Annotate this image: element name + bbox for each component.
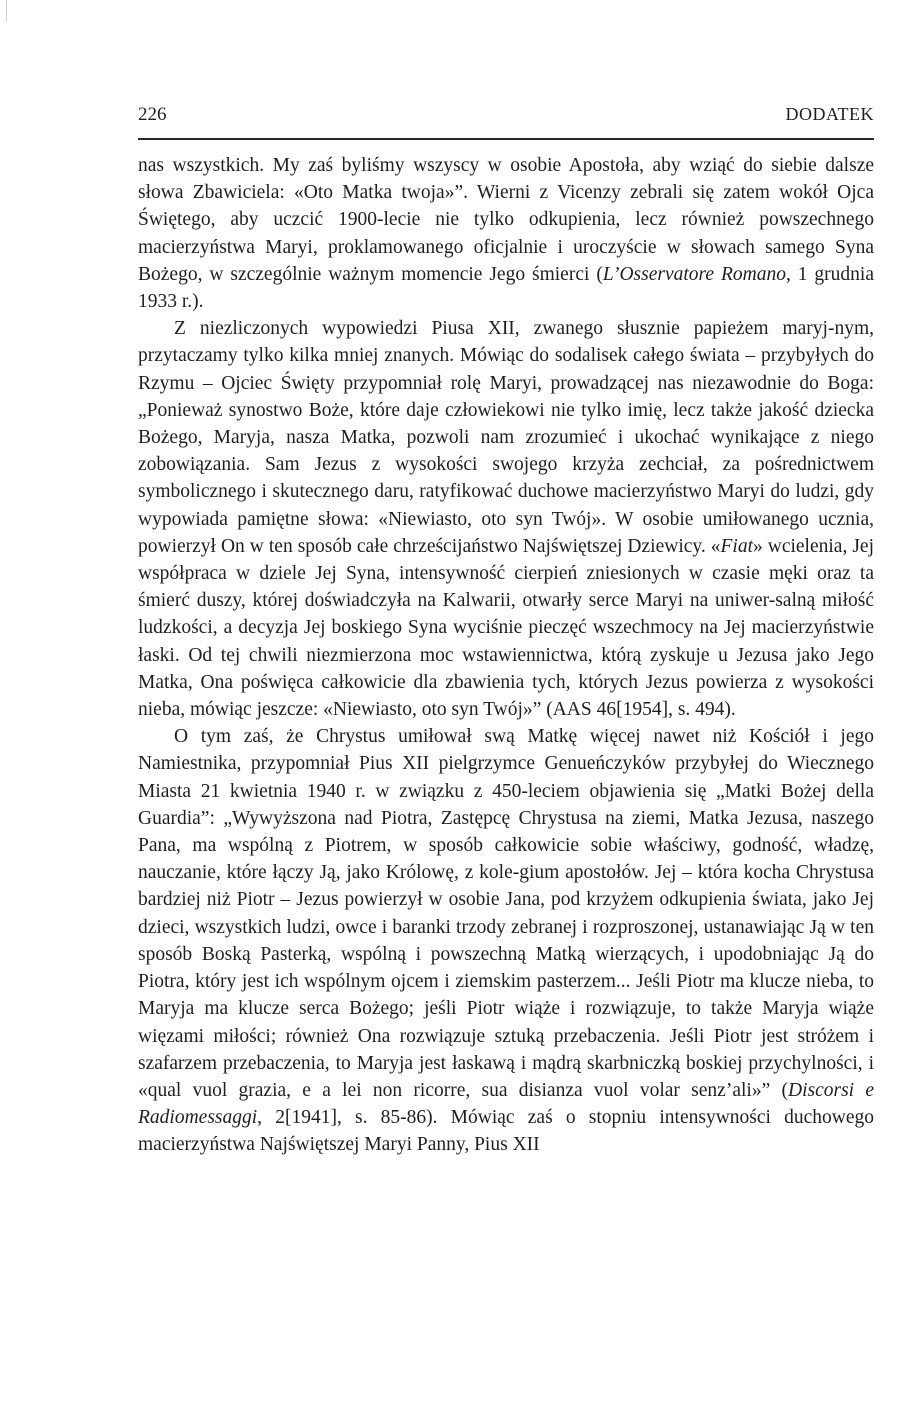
italic-run: Fiat [720,535,753,557]
running-title: DODATEK [785,104,874,124]
body-text [138,152,874,1159]
paragraph-2 [138,315,874,723]
text-run: nas wszystkich. My zaś byliśmy wszyscy w osobie Apostoła, aby wziąć do siebie dalsze słowa Zbawiciela: «Oto Matka twoja»”. Wierni z Vicenzy zebrali się zatem wokół Ojca Świętego, aby uczcić 1900-lecie nie tylko odkupienia, lecz również powszechnego macierzyństwa Maryi, proklamowanego oficjalnie i uroczyście w słowach samego Syna Bożego, w szczególnie ważnym momencie Jego śmierci ( [138,155,874,285]
italic-run: L’Osservatore Romano [602,263,786,285]
page-number: 226 [138,104,167,125]
paragraph-3 [138,723,874,1158]
header-rule [138,138,874,140]
text-run: , 1 grudnia 1933 r.). [138,263,874,313]
text-run: Z niezliczonych wypowiedzi Piusa XII, zwanego słusznie papieżem maryj-nym, przytaczamy tylko kilka mniej znanych. Mówiąc do sodalisek całego świata – przybyłych do Rzymu – Ojciec Święty przypomniał rolę Maryi, prowadzącej nas niezawodnie do Boga: „Ponieważ synostwo Boże, które daje człowiekowi nie tylko imię, lecz także jakość dziecka Bożego, Maryja, nasza Matka, pozwoli nam zrozumieć i ukochać wynikające z niego zobowiązania. Sam Jezus z wysokości swojego krzyża zechciał, za pośrednictwem symbolicznego i skutecznego daru, ratyfikować duchowe macierzyństwo Maryi do ludzi, gdy wypowiada pamiętne słowa: «Niewiasto, oto syn Twój». W osobie umiłowanego ucznia, powierzył On w ten sposób całe chrześcijaństwo Najświętszej Dziewicy. « [138,318,874,557]
italic-run: Discorsi e Radiomessaggi [138,1079,874,1129]
paragraph-1 [138,152,874,315]
text-run: , 2[1941], s. 85-86). Mówiąc zaś o stopniu intensywności duchowego macierzyństwa Najświętszej Maryi Panny, Pius XII [138,1107,874,1156]
text-run: » wcielenia, Jej współpraca w dziele Jej Syna, intensywność cierpień zniesionych w czasie męki oraz ta śmierć duszy, której doświadczyła na Kalwarii, otwarły serce Maryi na uniwer-salną miłość ludzkości, a decyzja Jej boskiego Syna wyciśnie pieczęć wszechmocy na Jej macierzyństwie łaski. Od tej chwili niezmierzona moc wstawiennictwa, którą zyskuje u Jezusa jako Jego Matka, Ona poświęca całkowicie dla zbawienia tych, których Jezus powierza z wysokości nieba, mówiąc jeszcze: «Niewiasto, oto syn Twój»” (AAS 46[1954], s. 494). [138,535,874,721]
text-run: O tym zaś, że Chrystus umiłował swą Matkę więcej nawet niż Kościół i jego Namiestnika, przypomniał Pius XII pielgrzymce Genueńczyków przybyłej do Wiecznego Miasta 21 kwietnia 1940 r. w związku z 450-leciem objawienia się „Matki Bożej della Guardia”: „Wywyższona nad Piotra, Zastępcę Chrystusa na ziemi, Matka Jezusa, naszego Pana, ma wspólną z Piotrem, w sposób całkowicie sobie właściwy, godność, władzę, nauczanie, które łączy Ją, jako Królowę, z kole-gium apostołów. Jej – która kocha Chrystusa bardziej niż Piotr – Jezus powierzył w osobie Jana, pod krzyżem odkupienia świata, jako Jej dzieci, wszystkich ludzi, owce i baranki trzody zebranej i rozproszonej, ustanawiając Ją w ten sposób Boską Pasterką, wspólną i powszechną Matką wierzących, i upodobniając Ją do Piotra, który jest ich wspólnym ojcem i ziemskim pasterzem... Jeśli Piotr ma klucze nieba, to Maryja ma klucze serca Bożego; jeśli Piotr wiąże i rozwiązuje, to także Maryja wiąże więzami miłości; również Ona rozwiązuje sztuką przebaczenia. Jeśli Piotr jest stróżem i szafarzem przebaczenia, to Maryja jest łaskawą i mądrą skarbniczką boskiej przychylności, i «qual vuol grazia, e a lei non ricorre, sua disianza vuol volar senz’ali»” ( [138,726,874,1101]
scan-edge-mark [6,0,7,22]
running-head [138,104,874,130]
